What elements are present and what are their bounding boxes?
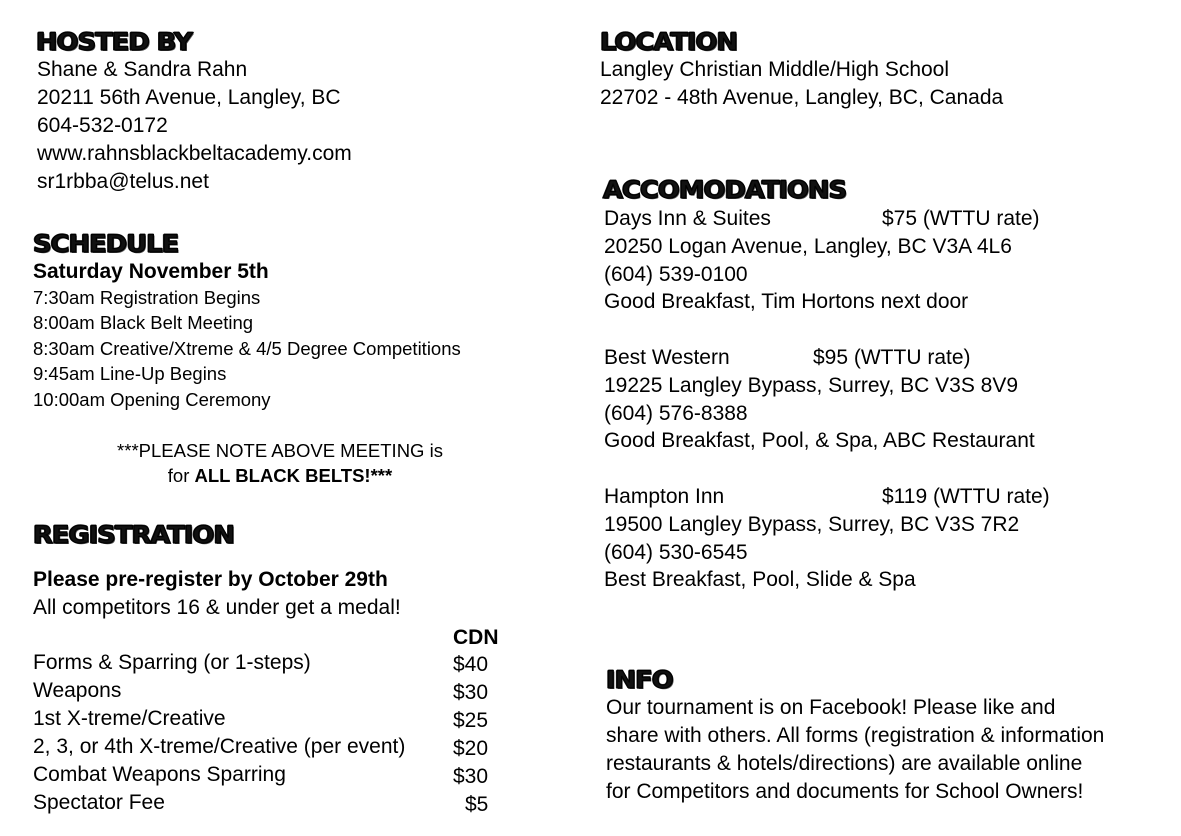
- fee-price: $20: [453, 737, 489, 760]
- hotel-name: Best Western: [604, 346, 730, 369]
- schedule-item: 10:00am Opening Ceremony: [33, 389, 271, 410]
- host-email[interactable]: sr1rbba@telus.net: [37, 170, 209, 193]
- venue-address: 22702 - 48th Avenue, Langley, BC, Canada: [600, 86, 1004, 109]
- schedule-heading: SCHEDULE: [33, 230, 179, 258]
- hotel-notes: Good Breakfast, Tim Hortons next door: [604, 290, 969, 313]
- host-names: Shane & Sandra Rahn: [37, 58, 248, 81]
- fee-label: Spectator Fee: [33, 791, 165, 814]
- medal-note: All competitors 16 & under get a medal!: [33, 596, 401, 619]
- info-line: restaurants & hotels/directions) are available online: [606, 752, 1083, 775]
- hotel-address: 19225 Langley Bypass, Surrey, BC V3S 8V9: [604, 374, 1019, 397]
- hotel-name: Hampton Inn: [604, 485, 725, 508]
- registration-heading: REGISTRATION: [33, 521, 235, 549]
- schedule-date: Saturday November 5th: [33, 260, 269, 283]
- fee-price: $40: [453, 653, 489, 676]
- info-line: Our tournament is on Facebook! Please like and: [606, 696, 1056, 719]
- meeting-note-line2: for ALL BLACK BELTS!***: [167, 465, 393, 486]
- hotel-rate: $119 (WTTU rate): [882, 485, 1050, 508]
- hotel-phone: (604) 576-8388: [604, 402, 748, 425]
- fee-price: $30: [453, 681, 489, 704]
- accommodations-heading: ACCOMODATIONS: [603, 176, 847, 204]
- fee-label: 1st X-treme/Creative: [33, 707, 226, 730]
- schedule-item: 8:30am Creative/Xtreme & 4/5 Degree Competitions: [33, 338, 461, 359]
- currency-label: CDN: [453, 626, 499, 649]
- hotel-address: 20250 Logan Avenue, Langley, BC V3A 4L6: [604, 235, 1012, 258]
- info-heading: INFO: [606, 666, 673, 694]
- host-phone: 604-532-0172: [37, 114, 168, 137]
- fee-label: Weapons: [33, 679, 122, 702]
- hotel-phone: (604) 539-0100: [604, 263, 748, 286]
- location-heading: LOCATION: [600, 28, 738, 56]
- hotel-notes: Good Breakfast, Pool, & Spa, ABC Restaurant: [604, 429, 1035, 452]
- schedule-item: 8:00am Black Belt Meeting: [33, 312, 254, 333]
- hotel-address: 19500 Langley Bypass, Surrey, BC V3S 7R2: [604, 513, 1020, 536]
- hotel-rate: $95 (WTTU rate): [813, 346, 971, 369]
- info-line: for Competitors and documents for School Owners!: [606, 780, 1084, 803]
- hotel-name: Days Inn & Suites: [604, 207, 771, 230]
- schedule-item: 7:30am Registration Begins: [33, 287, 261, 308]
- fee-label: Combat Weapons Sparring: [33, 763, 286, 786]
- schedule-item: 9:45am Line-Up Begins: [33, 363, 227, 384]
- hotel-phone: (604) 530-6545: [604, 541, 748, 564]
- venue-name: Langley Christian Middle/High School: [600, 58, 950, 81]
- hotel-rate: $75 (WTTU rate): [882, 207, 1040, 230]
- hotel-notes: Best Breakfast, Pool, Slide & Spa: [604, 568, 916, 591]
- meeting-note-line1: ***PLEASE NOTE ABOVE MEETING is: [117, 440, 443, 461]
- info-line: share with others. All forms (registration & information: [606, 724, 1105, 747]
- fee-price: $25: [453, 709, 489, 732]
- fee-price: $30: [453, 765, 489, 788]
- hosted-by-heading: HOSTED BY: [36, 28, 192, 56]
- fee-label: Forms & Sparring (or 1-steps): [33, 651, 311, 674]
- host-address: 20211 56th Avenue, Langley, BC: [37, 86, 341, 109]
- fee-label: 2, 3, or 4th X-treme/Creative (per event): [33, 735, 406, 758]
- host-website[interactable]: www.rahnsblackbeltacademy.com: [37, 142, 352, 165]
- registration-deadline: Please pre-register by October 29th: [33, 568, 388, 591]
- fee-price: $5: [465, 793, 489, 816]
